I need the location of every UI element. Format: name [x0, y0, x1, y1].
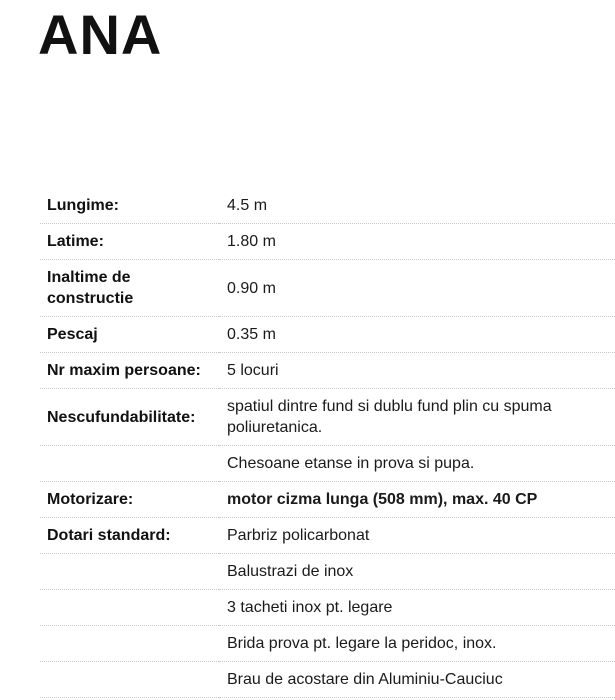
table-row: [40, 353, 615, 389]
table-row: [40, 260, 615, 317]
table-row: [40, 482, 615, 518]
spec-label: Latime:: [40, 224, 219, 260]
spec-value: Balustrazi de inox: [219, 554, 615, 590]
spec-value: spatiul dintre fund si dublu fund plin cu spuma poliuretanica.: [219, 389, 615, 446]
spec-label: Nescufundabilitate:: [40, 389, 219, 446]
spec-value: 1.80 m: [219, 224, 615, 260]
spec-value: Parbriz policarbonat: [219, 518, 615, 554]
spec-label: [40, 662, 219, 698]
spec-value: Brau de acostare din Aluminiu-Cauciuc: [219, 662, 615, 698]
spec-label: [40, 626, 219, 662]
table-row: [40, 626, 615, 662]
table-row: [40, 389, 615, 446]
spec-label: Motorizare:: [40, 482, 219, 518]
table-row: [40, 188, 615, 224]
spec-value: 0.90 m: [219, 260, 615, 317]
table-row: [40, 662, 615, 698]
spec-label: Lungime:: [40, 188, 219, 224]
spec-label: [40, 446, 219, 482]
specs-table: [40, 188, 615, 698]
table-row: [40, 317, 615, 353]
table-row: [40, 554, 615, 590]
spec-label: Pescaj: [40, 317, 219, 353]
spec-label: Dotari standard:: [40, 518, 219, 554]
page-title: ANA: [38, 3, 163, 66]
table-row: [40, 224, 615, 260]
spec-value: 3 tacheti inox pt. legare: [219, 590, 615, 626]
spec-value: 0.35 m: [219, 317, 615, 353]
spec-label: Nr maxim persoane:: [40, 353, 219, 389]
spec-value: 5 locuri: [219, 353, 615, 389]
table-row: [40, 590, 615, 626]
spec-value: Chesoane etanse in prova si pupa.: [219, 446, 615, 482]
spec-value: 4.5 m: [219, 188, 615, 224]
spec-value: motor cizma lunga (508 mm), max. 40 CP: [219, 482, 615, 518]
table-row: [40, 518, 615, 554]
spec-value: Brida prova pt. legare la peridoc, inox.: [219, 626, 615, 662]
table-row: [40, 446, 615, 482]
spec-label: [40, 590, 219, 626]
spec-label: Inaltime de constructie: [40, 260, 219, 317]
spec-label: [40, 554, 219, 590]
